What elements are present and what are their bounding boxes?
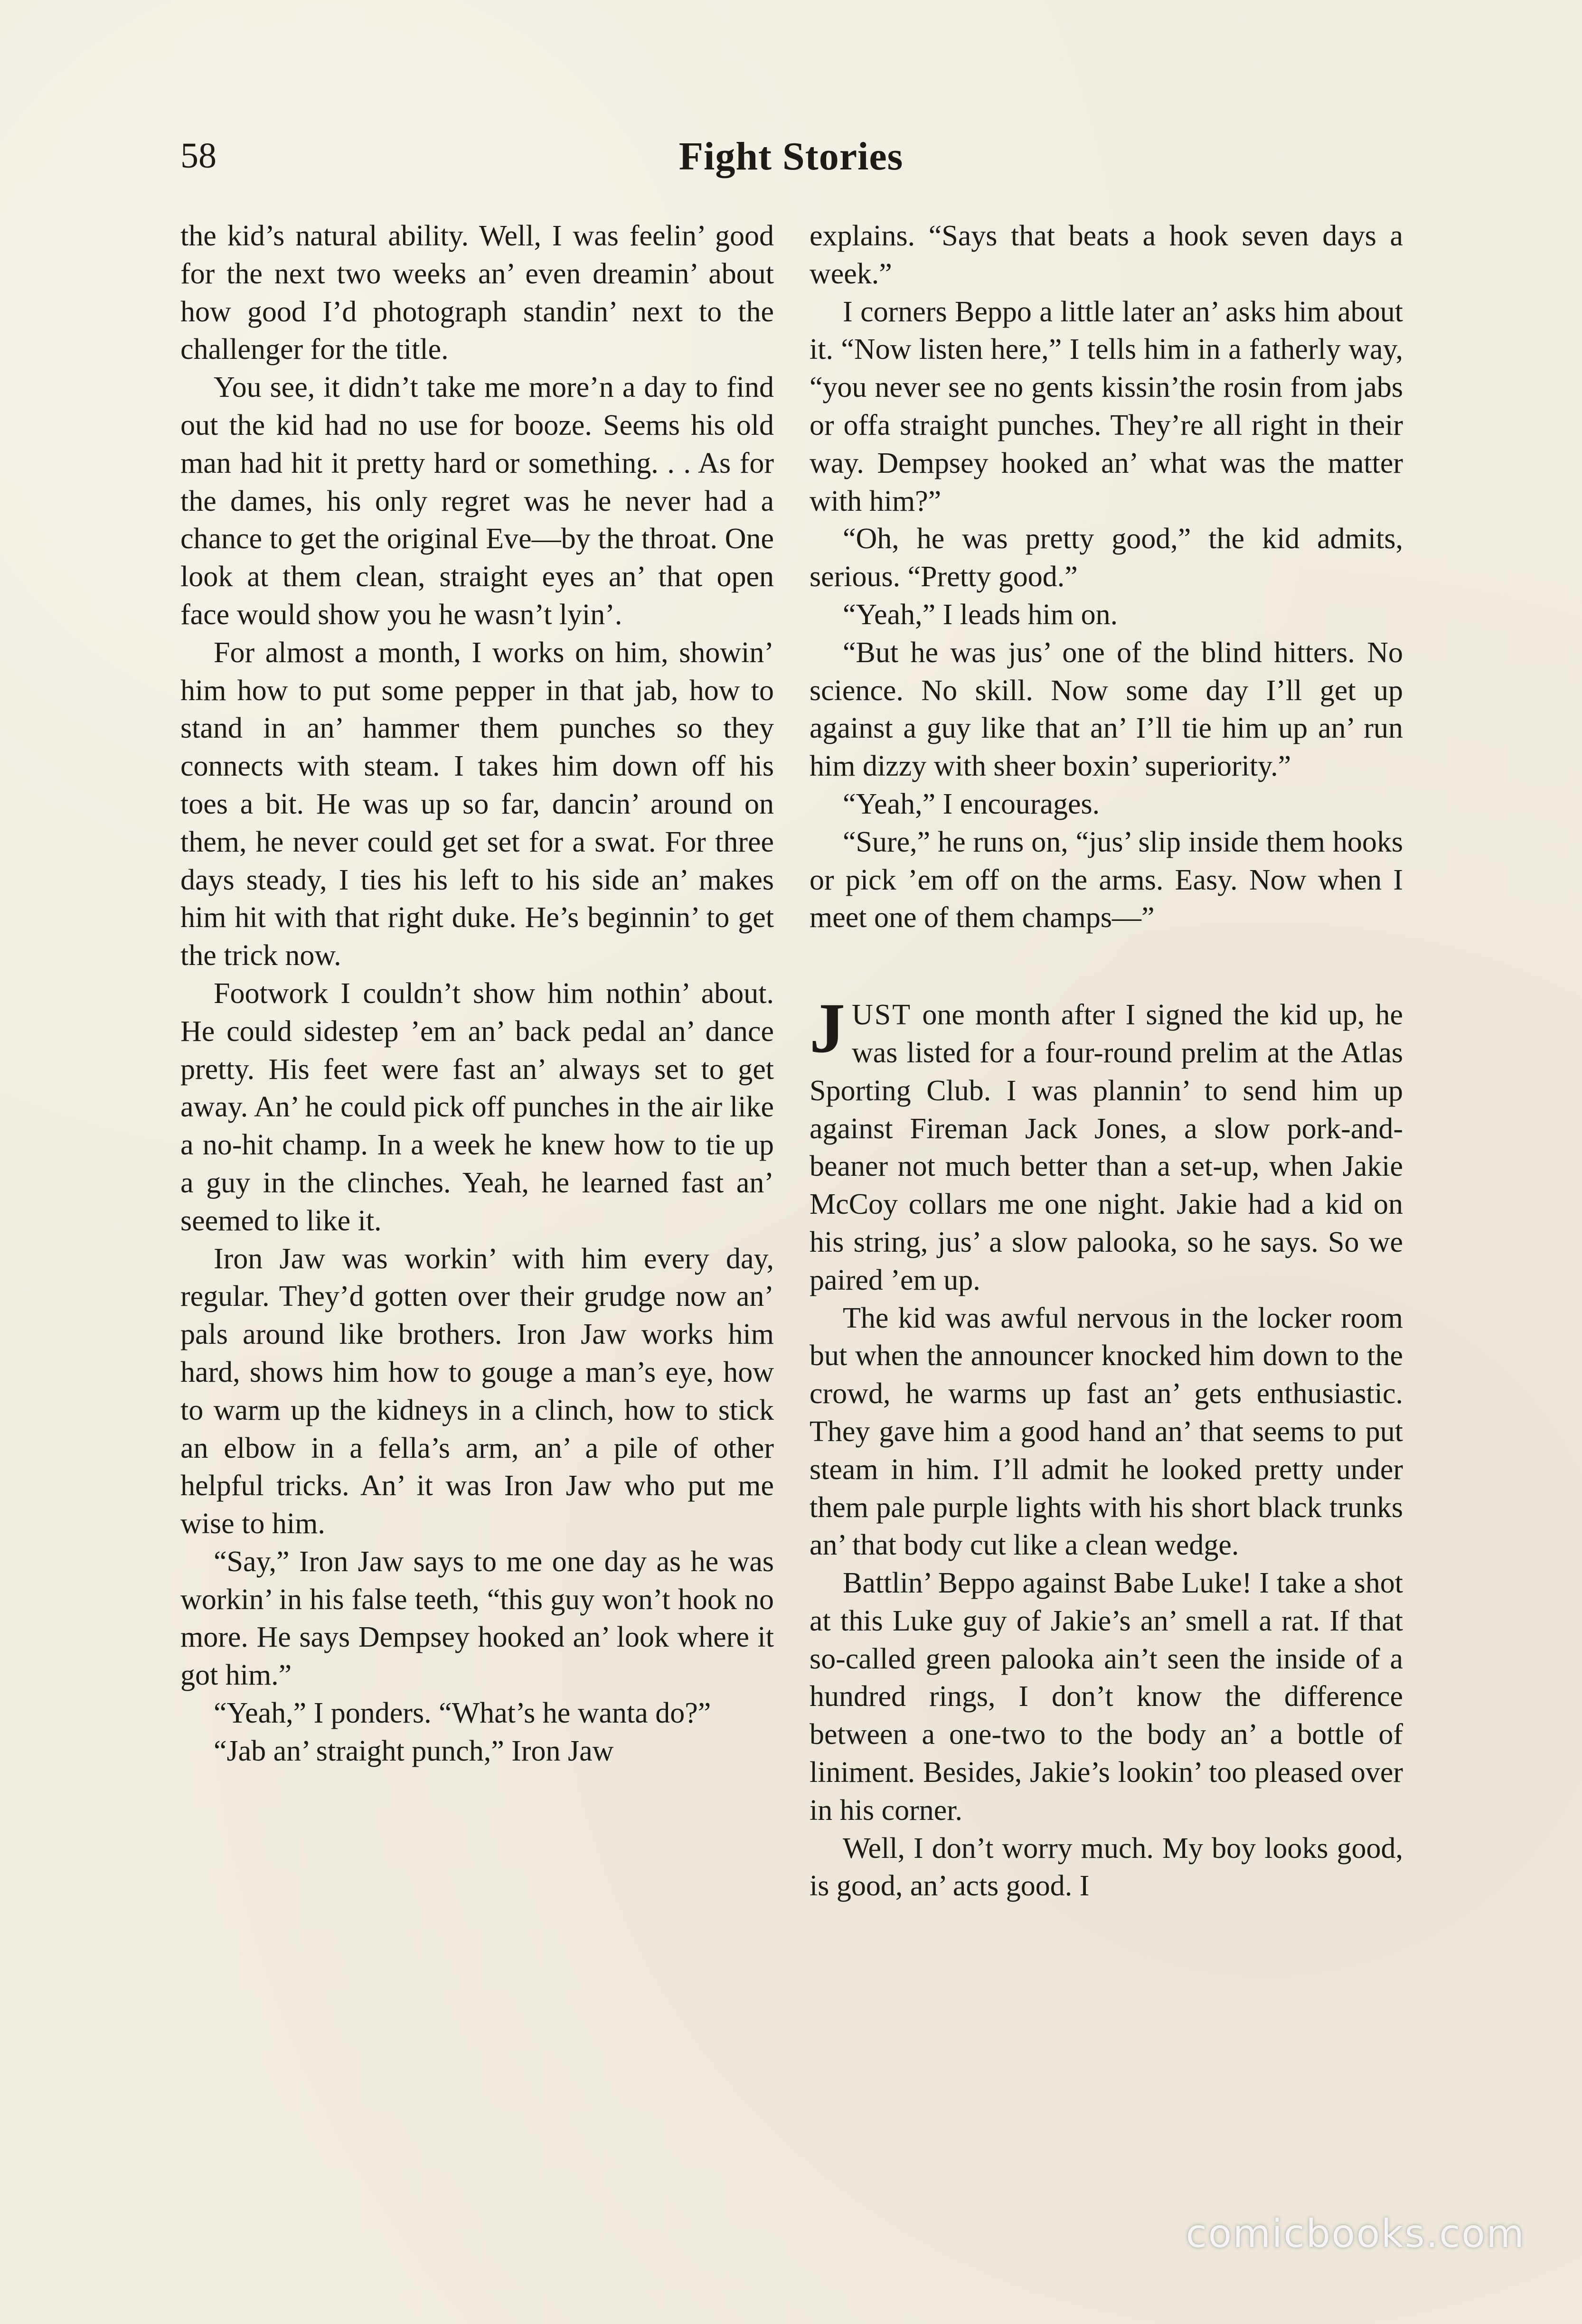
right-paragraph-1: explains. “Says that beats a hook seven days a week.” xyxy=(810,220,1403,290)
left-paragraph-6: “Say,” Iron Jaw says to me one day as he was workin’ in his false teeth, “this guy won’t hook no more. He says Dempsey hooked an’ look where it got him.” xyxy=(180,1545,774,1692)
left-column xyxy=(180,217,774,1771)
right-paragraph-7: “Sure,” he runs on, “jus’ slip inside them hooks or pick ’em off on the arms. Easy. Now when I meet one of them champs—” xyxy=(810,825,1403,934)
drop-cap: J xyxy=(810,989,845,1068)
right-paragraph-6: “Yeah,” I encourages. xyxy=(843,787,1100,820)
section-opening-paragraph xyxy=(810,989,1403,1299)
right-paragraph-5: “But he was jus’ one of the blind hitters. No science. No skill. Now some day I’ll get up against a guy like that an’ I’ll tie him up an’ run him dizzy with sheer boxin’ superiority.” xyxy=(810,636,1403,783)
left-paragraph-3: For almost a month, I works on him, showin’ him how to put some pepper in that jab, how to stand in an’ hammer them punches so they connects with steam. I takes him down off his toes a bit. He was up so far, dancin’ around on them, he never could get set for a swat. For three days steady, I ties his left to his side an’ makes him hit with that right duke. He’s beginnin’ to get the trick now. xyxy=(180,636,774,972)
left-paragraph-1: the kid’s natural ability. Well, I was feelin’ good for the next two weeks an’ even dreamin’ about how good I’d photograph standin’ next to the challenger for the title. xyxy=(180,220,774,366)
right-paragraph-4: “Yeah,” I leads him on. xyxy=(843,598,1118,631)
running-title: Fight Stories xyxy=(678,134,904,178)
left-paragraph-5: Iron Jaw was workin’ with him every day, regular. They’d gotten over their grudge now an’ pals around like brothers. Iron Jaw works him hard, shows him how to gouge a man’s eye, how to warm up the kidneys in a clinch, how to stick an elbow in a fella’s arm, an’ a pile of other helpful tricks. An’ it was Iron Jaw who put me wise to him. xyxy=(180,1242,774,1540)
right-paragraph-3: “Oh, he was pretty good,” the kid admits, serious. “Pretty good.” xyxy=(810,523,1403,593)
left-paragraph-4: Footwork I couldn’t show him nothin’ about. He could sidestep ’em an’ back pedal an’ dance pretty. His feet were fast an’ always set to get away. An’ he could pick off punches in the air like a no-hit champ. In a week he knew how to tie up a guy in the clinches. Yeah, he learned fast an’ seemed to like it. xyxy=(180,977,774,1237)
right-paragraph-10: Well, I don’t worry much. My boy looks good, is good, an’ acts good. I xyxy=(810,1832,1403,1902)
left-paragraph-2: You see, it didn’t take me more’n a day to find out the kid had no use for booze. Seems his old man had hit it pretty hard or something. . . As for the dames, his only regret was he never had a chance to get the original Eve—by the throat. One look at them clean, straight eyes an’ that open face would show you he wasn’t lyin’. xyxy=(180,371,774,631)
left-paragraph-8: “Jab an’ straight punch,” Iron Jaw xyxy=(214,1734,614,1767)
watermark-logo: comicbooks.com xyxy=(1186,2212,1525,2257)
right-column xyxy=(810,217,1403,1905)
section-opening-text: one month after I signed the kid up, he was listed for a four-round prelim at the Atlas Sporting Club. I was plannin’ to send him up against Fireman Jack Jones, a slow pork-and-beaner not much better than a set-up, when Jakie McCoy collars me one night. Jakie had a kid on his string, jus’ a slow palooka, so he says. So we paired ’em up. xyxy=(810,999,1403,1296)
drop-cap-continuation: UST xyxy=(852,999,912,1031)
right-paragraph-2: I corners Beppo a little later an’ asks him about it. “Now listen here,” I tells him in a fatherly way, “you never see no gents kissin’the rosin from jabs or offa straight punches. They’re all right in their way. Dempsey hooked an’ what was the matter with him?” xyxy=(810,295,1403,517)
right-paragraph-8: The kid was awful nervous in the locker room but when the announcer knocked him down to the crowd, he warms up fast an’ gets enthusiastic. They gave him a good hand an’ that seems to put steam in him. I’ll admit he looked pretty under them pale purple lights with his short black trunks an’ that body cut like a clean wedge. xyxy=(810,1302,1403,1562)
right-paragraph-9: Battlin’ Beppo against Babe Luke! I take a shot at this Luke guy of Jakie’s an’ smell a rat. If that so-called green palooka ain’t seen the inside of a hundred rings, I don’t know the difference between a one-two to the body an’ a bottle of liniment. Besides, Jakie’s lookin’ too pleased over in his corner. xyxy=(810,1567,1403,1827)
page-number: 58 xyxy=(180,136,217,176)
section-break xyxy=(810,937,1403,996)
left-paragraph-7: “Yeah,” I ponders. “What’s he wanta do?” xyxy=(214,1697,711,1730)
page-header xyxy=(180,134,1402,190)
